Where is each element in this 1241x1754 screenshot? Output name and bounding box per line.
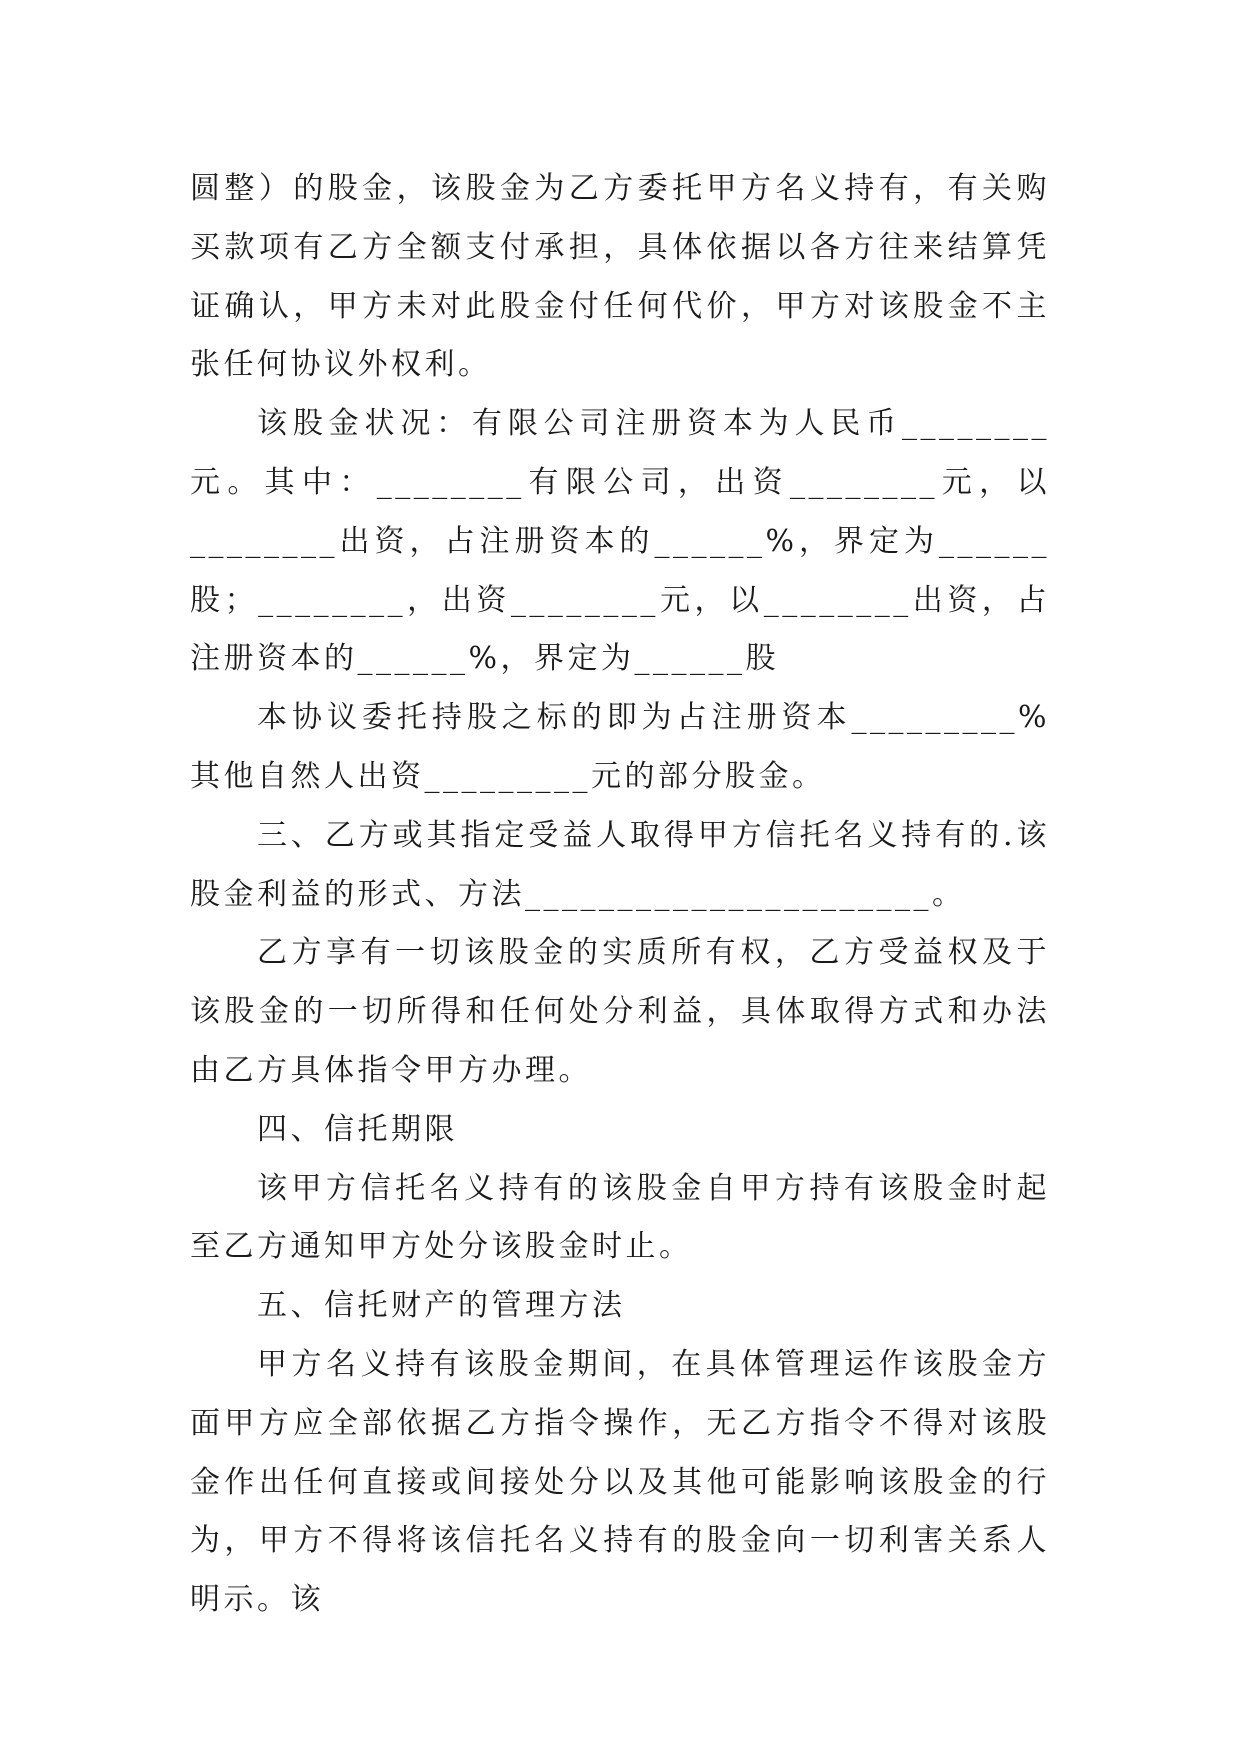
paragraph-entrusted-share-subject: 本协议委托持股之标的即为占注册资本_________%其他自然人出资_________元的部分股金。 [190, 700, 1050, 794]
document-body [190, 160, 1050, 1630]
section-heading-3-benefit-method: 三、乙方或其指定受益人取得甲方信托名义持有的.该股金利益的形式、方法______________________。 [190, 817, 1050, 912]
paragraph-ownership-rights: 乙方享有一切该股金的实质所有权，乙方受益权及于该股金的一切所得和任何处分利益，具体取得方式和办法由乙方具体指令甲方办理。 [190, 935, 1050, 1088]
paragraph-trust-term: 该甲方信托名义持有的该股金自甲方持有该股金时起至乙方通知甲方处分该股金时止。 [190, 1170, 1050, 1265]
paragraph-management-method: 甲方名义持有该股金期间，在具体管理运作该股金方面甲方应全部依据乙方指令操作，无乙方指令不得对该股金作出任何直接或间接处分以及其他可能影响该股金的行为，甲方不得将该信托名义持有的股金向一切利害关系人明示。该 [190, 1346, 1050, 1618]
paragraph-share-holding-terms: 圆整）的股金，该股金为乙方委托甲方名义持有，有关购买款项有乙方全额支付承担，具体依据以各方往来结算凭证确认，甲方未对此股金付任何代价，甲方对该股金不主张任何协议外权利。 [190, 171, 1050, 383]
section-heading-5-management: 五、信托财产的管理方法 [257, 1288, 626, 1324]
section-heading-4-trust-term: 四、信托期限 [257, 1111, 458, 1147]
paragraph-share-status: 该股金状况：有限公司注册资本为人民币________元。其中：________有限公司，出资________元，以________出资，占注册资本的______%，界定为______股；________，出资________元，以________出资，占注册资本的______%，界定为______股 [190, 406, 1050, 677]
